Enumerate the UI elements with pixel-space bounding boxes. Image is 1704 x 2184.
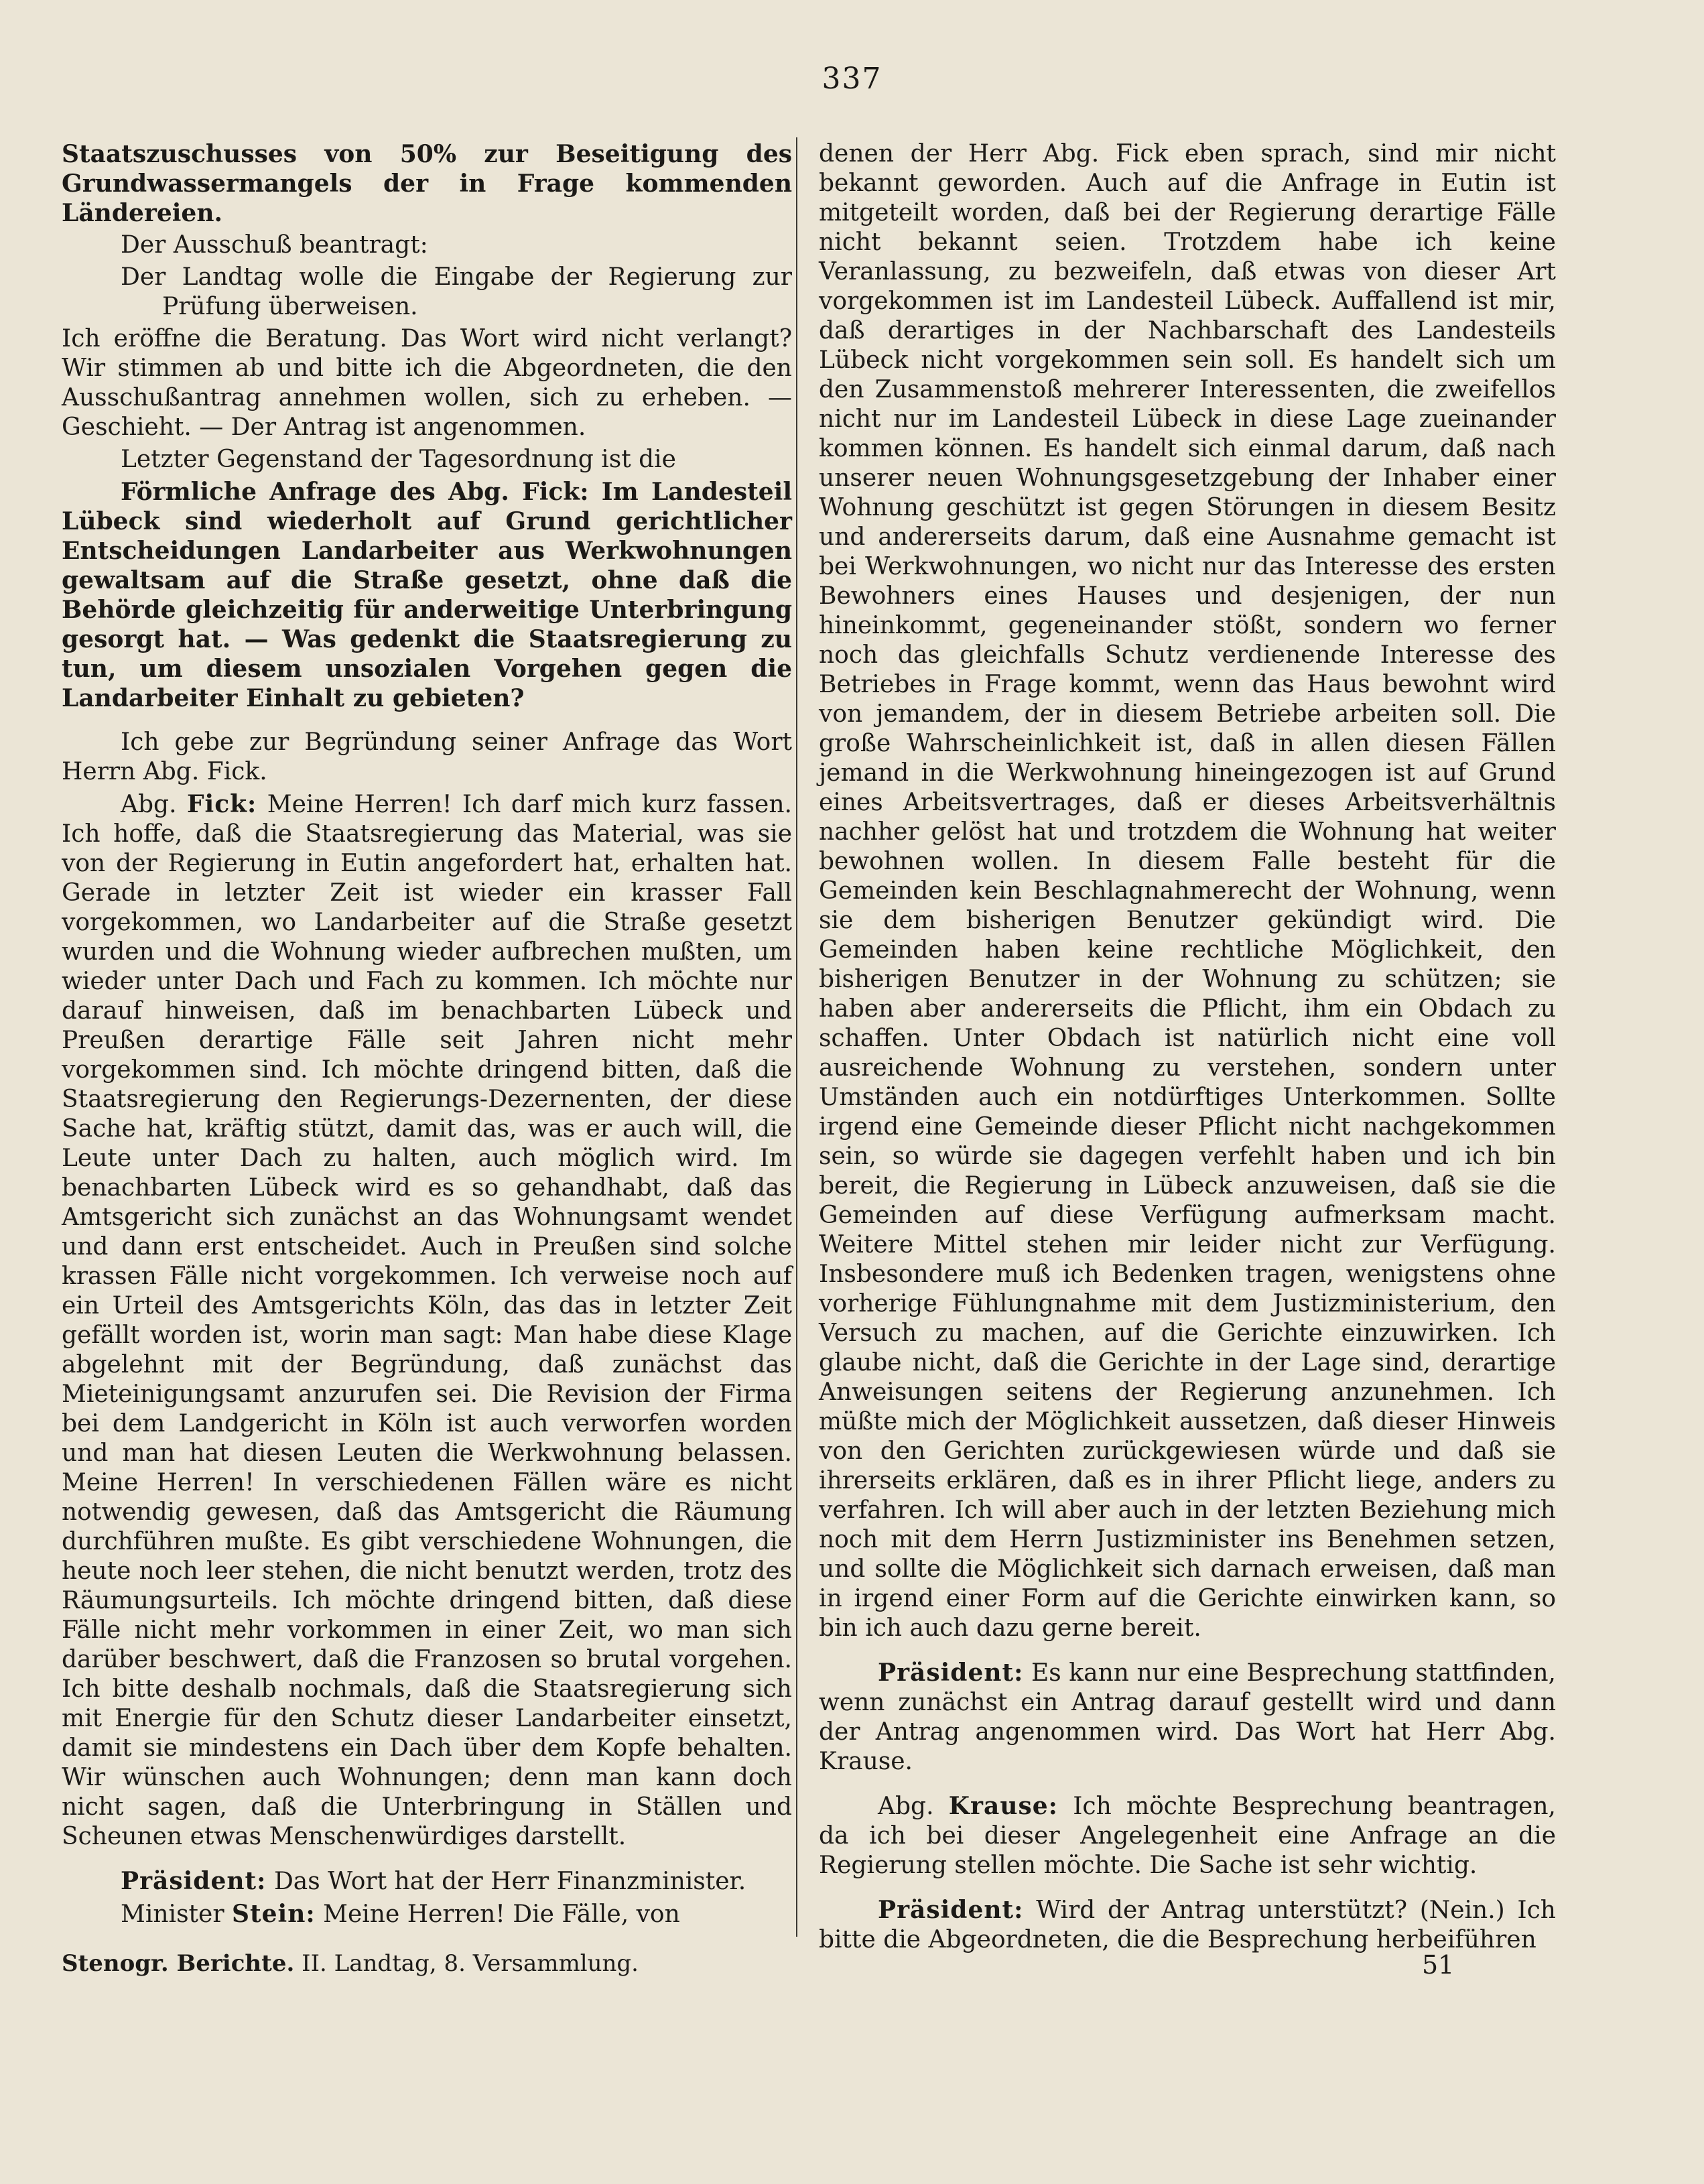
speaker-name: Fick: bbox=[186, 790, 257, 818]
speech-text: Meine Herren! Die Fälle, von bbox=[323, 1901, 680, 1928]
paragraph: Letzter Gegenstand der Tagesordnung ist die bbox=[121, 446, 676, 473]
speech-continuation: denen der Herr Abg. Fick eben sprach, sind mir nicht bekannt geworden. Auch auf die Anfrage in Eutin ist mitgeteilt worden, daß bei der Regierung derartige Fälle nicht bekannt seien. Trotzdem habe ich keine Veranlassung, zu bezweifeln, daß etwas von dieser Art vorgekommen ist im Landesteil Lübeck. Auffallend ist mir, daß derartiges in der Nachbarschaft des Landesteils Lübeck nicht vorgekommen sein soll. Es handelt sich um den Zusammenstoß mehrerer Interessenten, die zweifellos nicht nur im Landesteil Lübeck in diese Lage zueinander kommen können. Es handelt sich einmal darum, daß nach unserer neuen Wohnungsgesetzgebung der Inhaber einer Wohnung geschützt ist gegen Störungen in diesem Besitz und andererseits darum, daß eine Ausnahme gemacht ist bei Werkwohnungen, wo nicht nur das Interesse des ersten Bewohners eines Hauses und desjenigen, der nun hineinkommt, gegeneinander stößt, sondern wo ferner noch das gleichfalls Schutz verdienende Interesse des Betriebes in Frage kommt, wenn das Haus bewohnt wird von jemandem, der in diesem Betriebe arbeiten soll. Die große Wahrscheinlichkeit ist, daß in allen diesen Fällen jemand in die Werkwohnung hineingezogen ist auf Grund eines Arbeitsvertrages, daß er dieses Arbeitsverhältnis nachher gelöst hat und trotzdem die Wohnung hat weiter bewohnen wollen. In diesem Falle besteht für die Gemeinden kein Beschlagnahmerecht der Wohnung, wenn sie dem bisherigen Benutzer gekündigt wird. Die Gemeinden haben keine rechtliche Möglichkeit, den bisherigen Benutzer in der Wohnung zu schützen; sie haben aber andererseits die Pflicht, ihm ein Obdach zu schaffen. Unter Obdach ist natürlich nicht eine voll ausreichende Wohnung zu verstehen, sondern unter Umständen auch ein notdürftiges Unterkommen. Sollte irgend eine Gemeinde dieser Pflicht nicht nachgekommen sein, so würde sie dagegen verfehlt haben und ich bin bereit, die Regierung in Lübeck anzuweisen, daß sie die Gemeinden auf diese Verfügung aufmerksam macht. Weitere Mittel stehen mir leider nicht zur Verfügung. Insbesondere muß ich Bedenken tragen, wenigstens ohne vorherige Fühlungnahme mit dem Justizministerium, den Versuch zu machen, auf die Gerichte einzuwirken. Ich glaube nicht, daß die Gerichte in der Lage sind, derartige Anweisungen seitens der Regierung anzunehmen. Ich müßte mich der Möglichkeit aussetzen, daß dieser Hinweis von den Gerichten zurückgewiesen würde und daß sie ihrerseits erklären, daß es in ihrer Pflicht liege, anders zu verfahren. Ich will aber auch in der letzten Beziehung mich noch mit dem Herrn Justizminister ins Benehmen setzen, und sollte die Möglichkeit sich darnach erweisen, daß man in irgend einer Form auf die Gerichte einwirken kann, so bin ich auch dazu gerne bereit. bbox=[819, 140, 1556, 1642]
paragraph: Ich eröffne die Beratung. Das Wort wird nicht verlangt? Wir stimmen ab und bitte ich die Abgeordneten, die den Ausschußantrag annehmen wollen, sich zu erheben. — Geschieht. — Der Antrag ist angenommen. bbox=[62, 325, 792, 441]
speech-text: Es kann nur eine Besprechung stattfinden, wenn zunächst ein Antrag darauf gestellt wird und dann der Antrag angenommen wird. Das Wort hat Herr Abg. Krause. bbox=[819, 1659, 1556, 1775]
speech-text: Meine Herren! Ich darf mich kurz fassen. Ich hoffe, daß die Staatsregierung das Material, was sie von der Regierung in Eutin angefordert hat, erhalten hat. Gerade in letzter Zeit ist wieder ein krasser Fall vorgekommen, wo Landarbeiter auf die Straße gesetzt wurden und die Wohnung wieder aufbrechen mußten, um wieder unter Dach und Fach zu kommen. Ich möchte nur darauf hinweisen, daß im benachbarten Lübeck und Preußen derartige Fälle seit Jahren nicht mehr vorgekommen sind. Ich möchte dringend bitten, daß die Staatsregierung den Regierungs-Dezernenten, der diese Sache hat, kräftig stützt, damit das, was er auch will, die Leute unter Dach zu halten, auch möglich wird. Im benachbarten Lübeck wird es so gehandhabt, daß das Amtsgericht sich zunächst an das Wohnungsamt wendet und dann erst entscheidet. Auch in Preußen sind solche krassen Fälle nicht vorgekommen. Ich verweise noch auf ein Urteil des Amtsgerichts Köln, das das in letzter Zeit gefällt worden ist, worin man sagt: Man habe diese Klage abgelehnt mit der Begründung, daß zunächst das Mieteinigungsamt anzurufen sei. Die Revision der Firma bei dem Landgericht in Köln ist auch verworfen worden und man hat diesen Leuten die Werkwohnung belassen. Meine Herren! In verschiedenen Fällen wäre es nicht notwendig gewesen, daß das Amtsgericht die Räumung durchführen mußte. Es gibt verschiedene Wohnungen, die heute noch leer stehen, die nicht benutzt werden, trotz des Räumungsurteils. Ich möchte dringend bitten, daß diese Fälle nicht mehr vorkommen in einer Zeit, wo man sich darüber beschwert, daß die Franzosen so brutal vorgehen. Ich bitte deshalb nochmals, daß die Staatsregierung sich mit Energie für den Schutz dieser Landarbeiter einsetzt, damit sie mindestens ein Dach über dem Kopfe behalten. Wir wünschen auch Wohnungen; denn man kann doch nicht sagen, daß die Unterbringung in Ställen und Scheunen etwas Menschenwürdiges darstellt. bbox=[62, 791, 792, 1850]
footer-session: II. Landtag, 8. Versammlung. bbox=[302, 1950, 639, 1977]
speaker-name: Präsident: bbox=[121, 1867, 267, 1895]
speaker-prefix: Minister bbox=[121, 1901, 224, 1928]
speaker-name: Stein: bbox=[231, 1900, 316, 1928]
page-number: 337 bbox=[822, 62, 882, 96]
speaker-prefix: Abg. bbox=[121, 791, 177, 818]
speaker-name: Krause: bbox=[948, 1792, 1058, 1820]
speech-text: Wird der Antrag unterstützt? (Nein.) Ich bitte die Abgeordneten, die die Besprechung herbeiführen bbox=[819, 1897, 1556, 1953]
speaker-prefix: Abg. bbox=[878, 1793, 934, 1820]
agenda-item-title: Staatszuschusses von 50% zur Beseitigung des Grundwassermangels der in Frage kommenden Ländereien. bbox=[62, 140, 792, 227]
speech-krause bbox=[819, 1791, 1556, 1880]
speech-president bbox=[819, 1895, 1556, 1955]
speaker-name: Präsident: bbox=[878, 1896, 1024, 1924]
speech-president bbox=[62, 1866, 792, 1897]
formal-inquiry-title: Förmliche Anfrage des Abg. Fick: Im Landesteil Lübeck sind wiederholt auf Grund gerichtlicher Entscheidungen Landarbeiter aus Werkwohnungen gewaltsam auf die Straße gesetzt, ohne daß die Behörde gleichzeitig für anderweitige Unterbringung gesorgt hat. — Was gedenkt die Staatsregierung zu tun, um diesem unsozialen Vorgehen gegen die Landarbeiter Einhalt zu gebieten? bbox=[62, 478, 792, 712]
footer-source bbox=[62, 1950, 639, 1977]
column-divider bbox=[796, 137, 797, 1937]
speaker-name: Präsident: bbox=[878, 1659, 1024, 1687]
speech-president bbox=[819, 1658, 1556, 1777]
speech-stein bbox=[62, 1899, 792, 1929]
right-column bbox=[819, 139, 1556, 1957]
speech-text: Das Wort hat der Herr Finanzminister. bbox=[273, 1868, 746, 1895]
left-column bbox=[62, 139, 792, 1932]
speech-text: Ich möchte Besprechung beantragen, da ich bei dieser Angelegenheit eine Anfrage an die Regierung stellen möchte. Die Sache ist sehr wichtig. bbox=[819, 1793, 1556, 1879]
signature-mark: 51 bbox=[1422, 1950, 1455, 1980]
motion-text: Der Landtag wolle die Eingabe der Regierung zur Prüfung überweisen. bbox=[121, 263, 792, 320]
paragraph: Der Ausschuß beantragt: bbox=[121, 231, 428, 259]
paragraph: Ich gebe zur Begründung seiner Anfrage das Wort Herrn Abg. Fick. bbox=[62, 728, 792, 785]
page-footer bbox=[62, 1950, 1556, 1984]
speech-fick bbox=[62, 789, 792, 1852]
footer-publication: Stenogr. Berichte. bbox=[62, 1950, 295, 1977]
